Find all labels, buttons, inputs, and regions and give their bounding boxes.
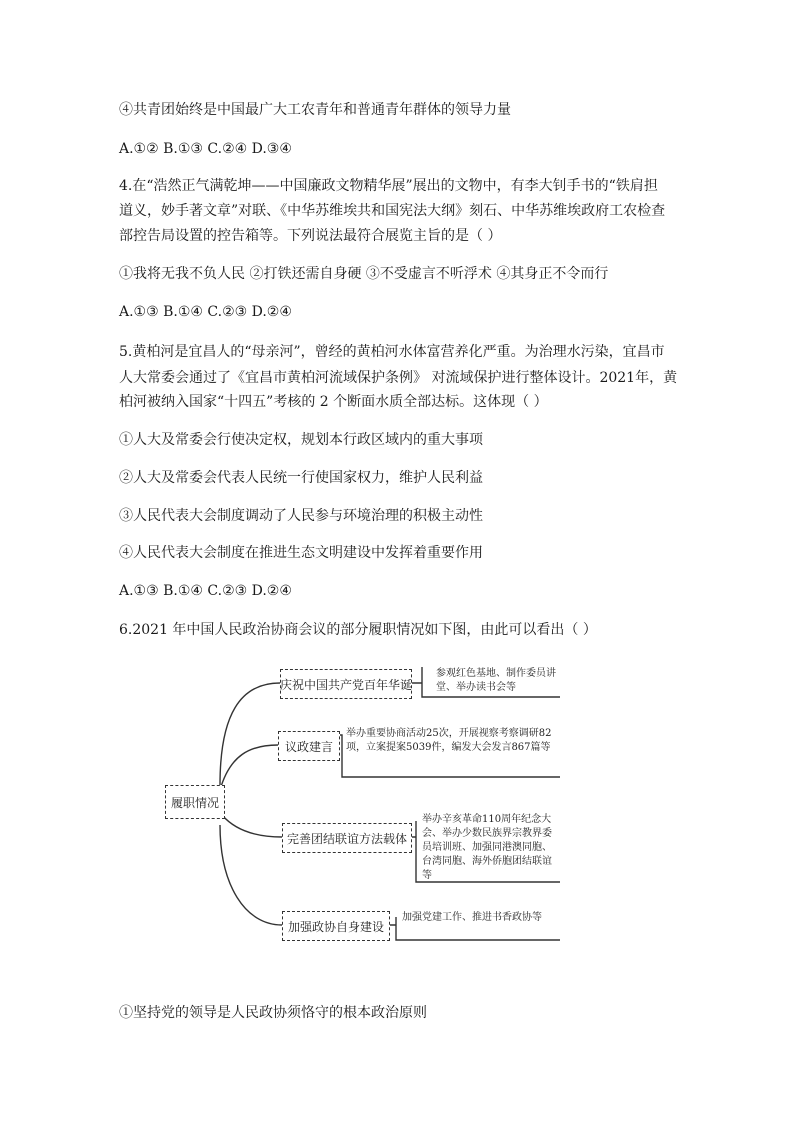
diagram-root-label: 履职情况 [170, 795, 219, 810]
answer-choices-q3: A.①② B.①③ C.②④ D.③④ [119, 141, 292, 157]
branch-note-centenary: 参观红色基地、制作委员讲堂、举办读书会等 [436, 668, 556, 693]
question-4-statements: ①我将无我不负人民 ②打铁还需自身硬 ③不受虚言不听浮术 ④其身正不令而行 [119, 266, 609, 282]
branch-label: 议政建言 [284, 739, 333, 754]
answer-choices-q5: A.①③ B.①④ C.②③ D.②④ [119, 583, 292, 599]
question-4-line-3: 部控告局设置的控告箱等。下列说法最符合展览主旨的是（ ） [119, 228, 502, 244]
option-statement-4-prev: ④共青团始终是中国最广大工农青年和普通青年群体的领导力量 [119, 102, 511, 118]
question-5-statement-2: ②人大及常委会代表人民统一行使国家权力，维护人民利益 [119, 470, 483, 486]
branch-label: 完善团结联谊方法载体 [286, 831, 407, 846]
question-5-line-1: 5.黄柏河是宜昌人的“母亲河”，曾经的黄柏河水体富营养化严重。为治理水污染，宜昌市 [119, 344, 665, 360]
diagram-root-box [165, 785, 225, 819]
branch-note-unity: 举办辛亥革命110周年纪念大会、举办少数民族界宗教界委员培训班、加强同港澳同胞、台湾同胞、海外侨胞团结联谊等 [422, 814, 552, 881]
branch-note-advice: 举办重要协商活动25次，开展视察考察调研82项，立案提案5039件，编发大会发言867篇等 [346, 728, 552, 753]
question-6-statement-1: ①坚持党的领导是人民政协须恪守的根本政治原则 [119, 1005, 427, 1021]
question-4-line-1: 4.在“浩然正气满乾坤——中国廉政文物精华展”展出的文物中，有李大钊手书的“铁肩担 [119, 178, 658, 194]
question-5-statement-4: ④人民代表大会制度在推进生态文明建设中发挥着重要作用 [119, 545, 483, 561]
question-4-line-2: 道义，妙手著文章”对联、《中华苏维埃共和国宪法大纲》刻石、中华苏维埃政府工农检查 [119, 203, 666, 219]
branch-label: 庆祝中国共产党百年华诞 [280, 677, 413, 692]
question-5-line-3: 柏河被纳入国家“十四五”考核的 2 个断面水质全部达标。这体现（ ） [119, 394, 548, 410]
branch-box-centenary [280, 669, 412, 699]
branch-box-self-building [282, 911, 390, 941]
duty-performance-diagram [160, 655, 580, 955]
question-5-line-2: 人大常委会通过了《宜昌市黄柏河流域保护条例》 对流域保护进行整体设计。2021年，黄 [119, 370, 678, 386]
question-5-statement-1: ①人大及常委会行使决定权，规划本行政区域内的重大事项 [119, 432, 483, 448]
branch-note-self-building: 加强党建工作、推进书香政协等 [402, 912, 542, 923]
question-5-statement-3: ③人民代表大会制度调动了人民参与环境治理的积极主动性 [119, 508, 483, 524]
question-6-stem: 6.2021 年中国人民政治协商会议的部分履职情况如下图，由此可以看出（ ） [119, 622, 597, 638]
answer-choices-q4: A.①③ B.①④ C.②③ D.②④ [119, 304, 292, 320]
branch-box-advice [278, 731, 340, 761]
branch-box-unity [282, 823, 412, 853]
branch-label: 加强政协自身建设 [287, 919, 384, 934]
